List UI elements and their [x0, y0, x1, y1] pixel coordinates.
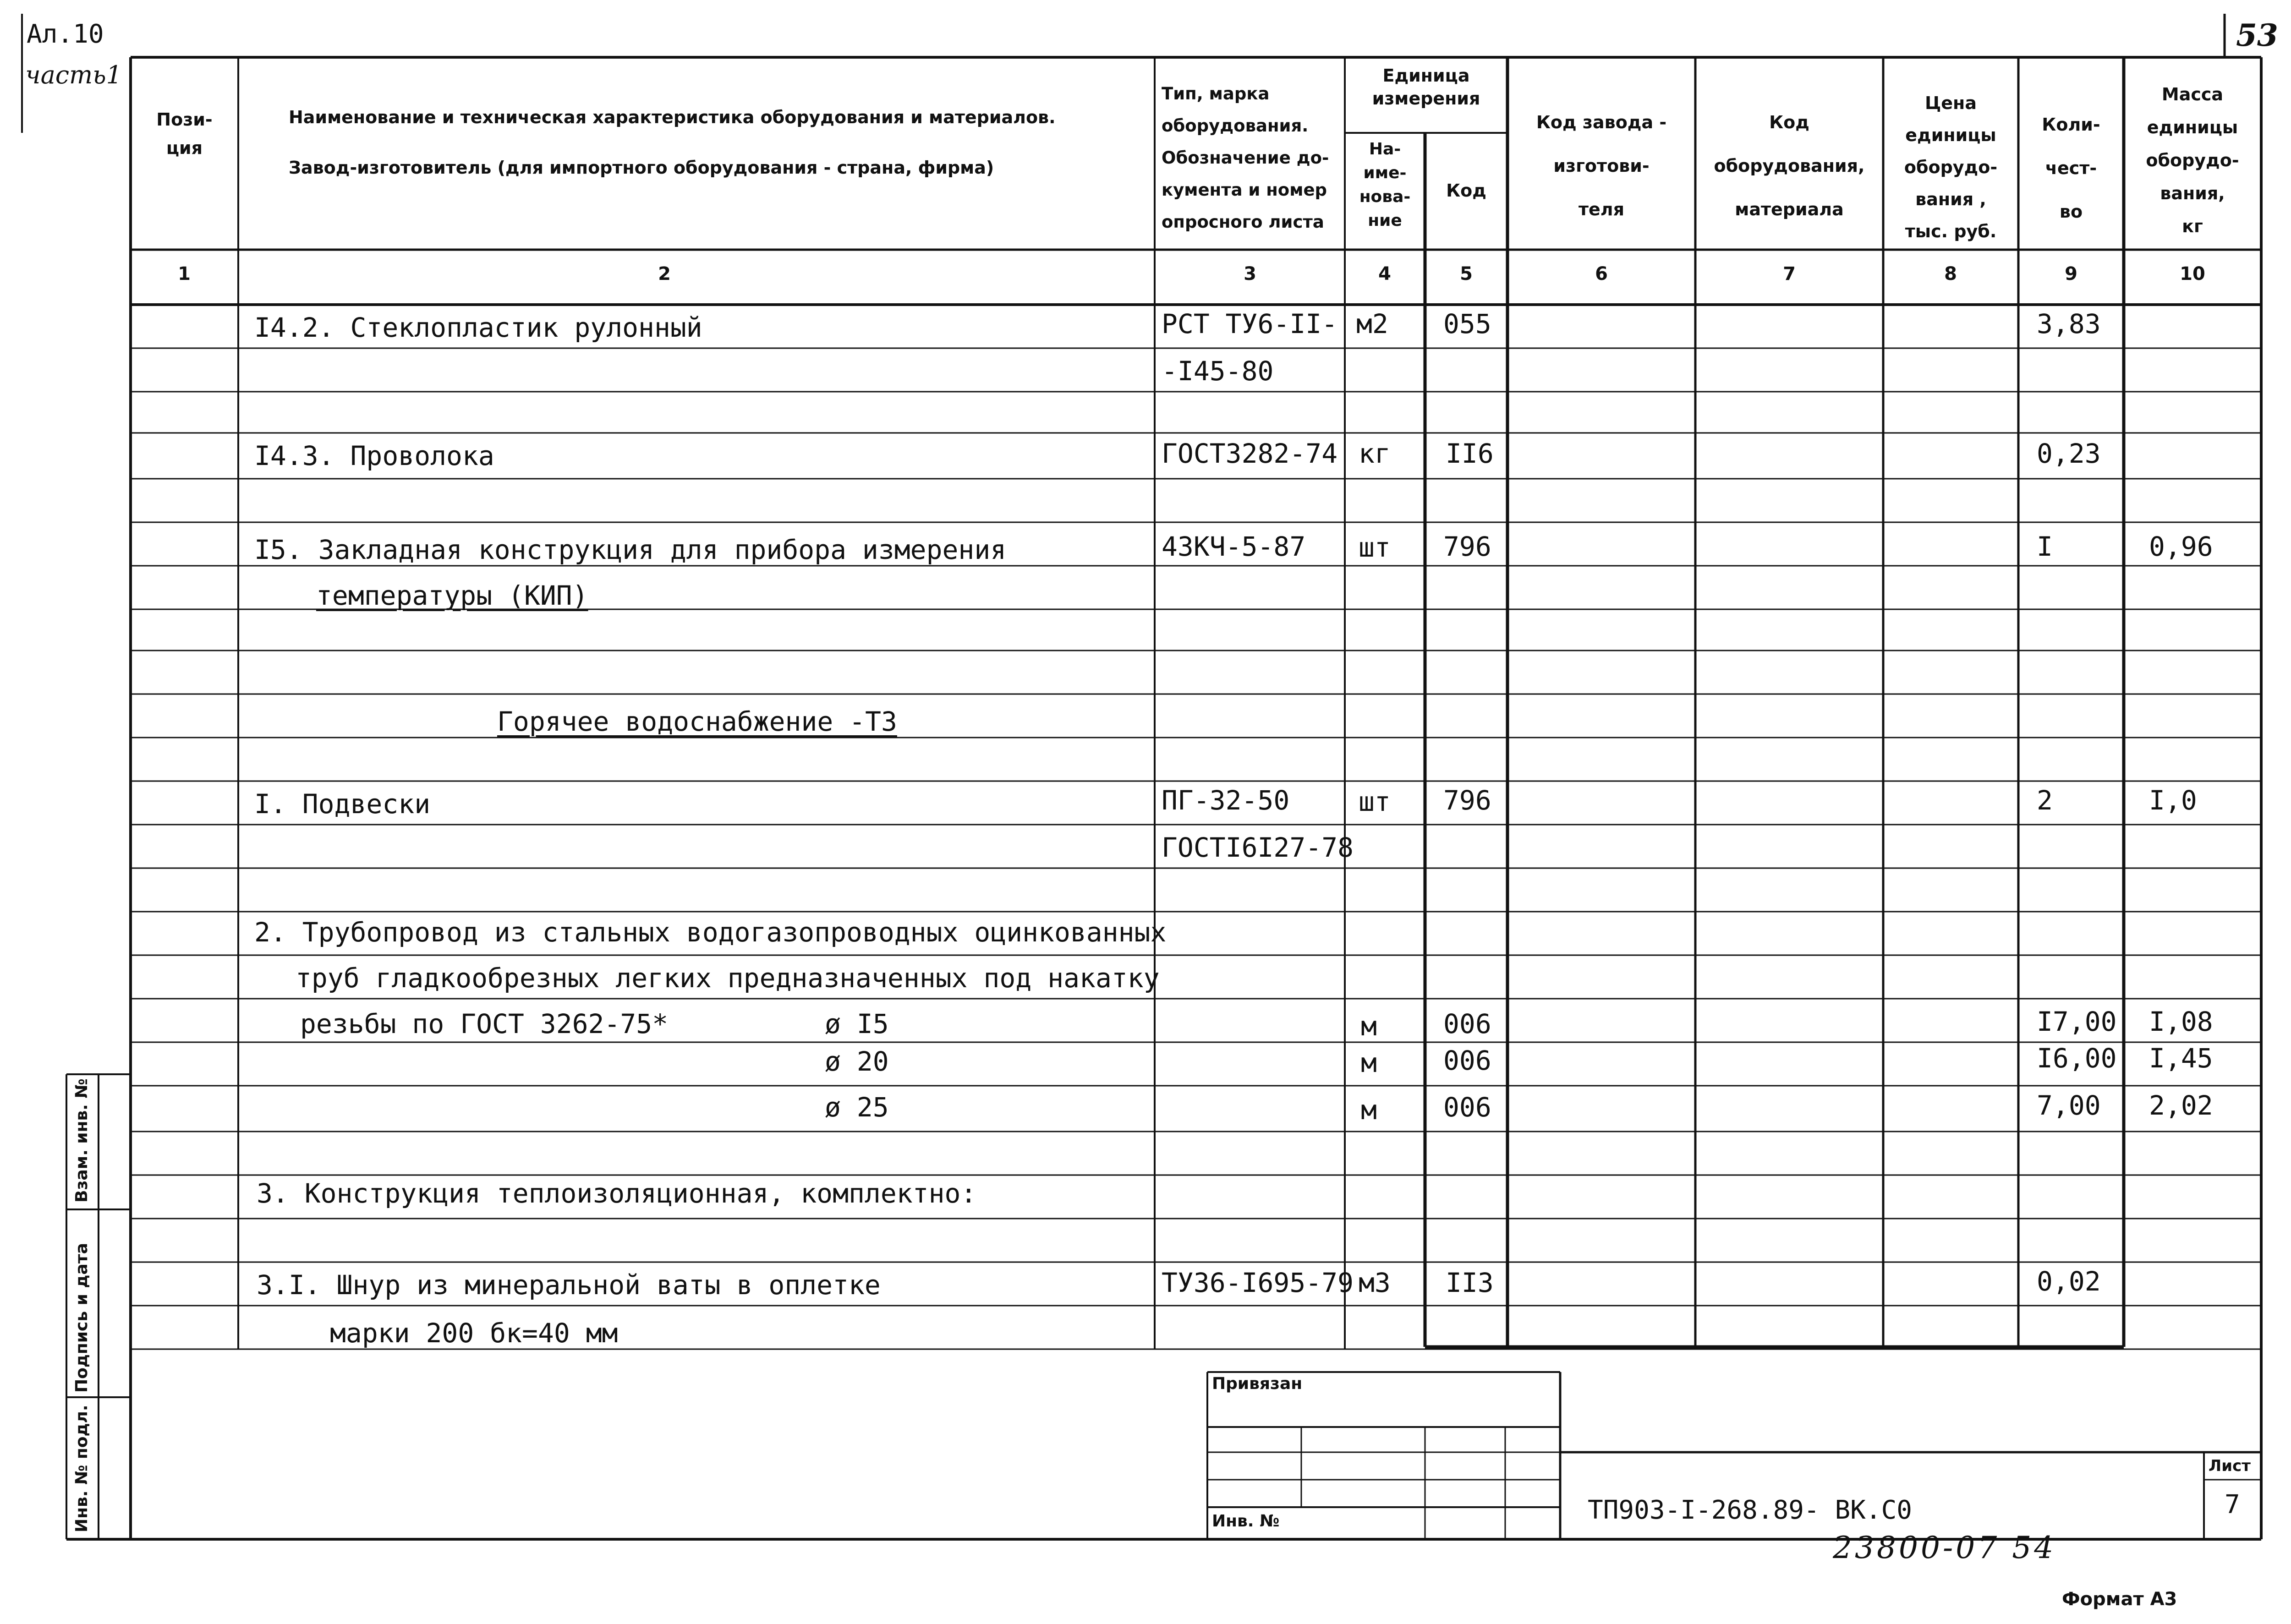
- sheet-label: Лист: [2209, 1457, 2251, 1475]
- header-name-line1: Наименование и техническая характеристика оборудования и материалов.: [289, 107, 1056, 127]
- row-unit: м: [1361, 1094, 1377, 1126]
- header-plant-code: Код завода - изготови- теля: [1536, 112, 1667, 219]
- row-qty: I7,00: [2037, 1006, 2117, 1037]
- header-mass: Масса единицы оборудо- вания, кг: [2146, 84, 2239, 236]
- row-name: I4.2. Стеклопластик рулонный: [254, 312, 702, 343]
- column-number: 9: [2065, 263, 2077, 284]
- header-qty: Коли- чест- во: [2042, 115, 2100, 222]
- column-number: 5: [1460, 263, 1473, 284]
- row-name: I5. Закладная конструкция для прибора измерения: [254, 534, 1007, 565]
- row-mass: 0,96: [2149, 531, 2213, 562]
- section-title: Горячее водоснабжение -Т3: [497, 706, 897, 737]
- row-type: РСТ ТУ6-II-: [1162, 308, 1338, 339]
- pipe-diameter: ø 25: [825, 1092, 889, 1123]
- row-code: 006: [1443, 1008, 1491, 1039]
- handwritten-archive-number: 23800-07 54: [1833, 1530, 2056, 1565]
- privyazan-label: Привязан: [1212, 1374, 1303, 1393]
- row-qty: 7,00: [2037, 1090, 2101, 1121]
- row-code: 796: [1443, 531, 1491, 562]
- column-number: 6: [1595, 263, 1608, 284]
- row-unit: кг: [1359, 438, 1391, 469]
- row-code: II6: [1446, 438, 1494, 469]
- column-number: 8: [1944, 263, 1957, 284]
- row-code: II3: [1446, 1267, 1494, 1298]
- row-unit: м3: [1359, 1267, 1391, 1298]
- album-label: Ал.10: [27, 19, 104, 49]
- row-name: температуры (КИП): [316, 580, 588, 611]
- row-name: I4.3. Проволока: [254, 440, 494, 471]
- part-label: часть1: [25, 60, 122, 89]
- row-code: 006: [1443, 1045, 1491, 1076]
- row-name: резьбы по ГОСТ 3262-75*: [300, 1008, 669, 1039]
- row-qty: 0,02: [2037, 1266, 2101, 1297]
- header-unit: Единица измерения: [1372, 66, 1480, 109]
- row-qty: 3,83: [2037, 308, 2101, 339]
- row-name: I. Подвески: [254, 788, 431, 820]
- format-label: Формат А3: [2062, 1589, 2177, 1610]
- row-mass: I,08: [2149, 1006, 2213, 1037]
- row-code: 006: [1443, 1092, 1491, 1123]
- row-qty: 0,23: [2037, 438, 2101, 469]
- column-number: 10: [2180, 263, 2205, 284]
- pipe-diameter: ø 20: [825, 1046, 889, 1077]
- row-type: 43КЧ-5-87: [1162, 531, 1306, 562]
- row-type: ТУ36-I695-79: [1162, 1267, 1354, 1298]
- row-unit: м2: [1356, 308, 1388, 339]
- sheet-handwritten-number: 53: [2236, 17, 2278, 53]
- side-stamp-podpis: Подпись и дата: [72, 1243, 91, 1393]
- row-mass: I,0: [2149, 785, 2197, 816]
- header-unit-name: На- име- нова- ние: [1359, 140, 1411, 230]
- header-type: Тип, марка оборудования. Обозначение до- кумента и номер опросного листа: [1162, 84, 1329, 232]
- pipe-diameter: ø I5: [825, 1008, 889, 1039]
- row-unit: шт: [1359, 532, 1391, 563]
- row-type: ГОСТI6I27-78: [1162, 832, 1354, 863]
- row-qty: I6,00: [2037, 1043, 2117, 1074]
- row-qty: 2: [2037, 785, 2053, 816]
- row-name: марки 200 бк=40 мм: [330, 1318, 618, 1349]
- side-stamp-inv: Инв. № подл.: [72, 1405, 91, 1532]
- header-unit-code: Код: [1446, 180, 1486, 201]
- column-number: 2: [658, 263, 671, 284]
- document-code: ТП903-I-268.89- ВК.С0: [1588, 1495, 1913, 1525]
- sheet-number: 7: [2225, 1490, 2240, 1520]
- column-number: 4: [1378, 263, 1391, 284]
- header-price: Цена единицы оборудо- вания , тыс. руб.: [1904, 93, 1998, 241]
- row-name: 2. Трубопровод из стальных водогазопроводных оцинкованных: [254, 917, 1167, 948]
- column-number: 1: [178, 263, 191, 284]
- row-qty: I: [2037, 531, 2053, 562]
- row-name: 3.I. Шнур из минеральной ваты в оплетке: [257, 1269, 881, 1301]
- row-type: -I45-80: [1162, 355, 1274, 387]
- row-unit: шт: [1359, 786, 1391, 817]
- row-unit: м: [1361, 1047, 1377, 1078]
- header-name-line2: Завод-изготовитель (для импортного оборудования - страна, фирма): [289, 158, 994, 178]
- row-unit: м: [1361, 1011, 1377, 1042]
- header-position: Пози- ция: [156, 109, 213, 158]
- row-code: 796: [1443, 785, 1491, 816]
- row-mass: 2,02: [2149, 1090, 2213, 1121]
- column-number: 3: [1244, 263, 1256, 284]
- side-stamp-vzam: Взам. инв. №: [72, 1078, 91, 1203]
- row-name: труб гладкообрезных легких предназначенных под накатку: [296, 962, 1160, 994]
- row-type: ГОСТ3282-74: [1162, 438, 1338, 469]
- column-number: 7: [1783, 263, 1796, 284]
- row-name: 3. Конструкция теплоизоляционная, комплектно:: [257, 1178, 977, 1209]
- inv-number-label: Инв. №: [1212, 1512, 1280, 1531]
- row-type: ПГ-32-50: [1162, 785, 1290, 816]
- row-code: 055: [1443, 308, 1491, 339]
- row-mass: I,45: [2149, 1043, 2213, 1074]
- header-equip-code: Код оборудования, материала: [1714, 112, 1865, 219]
